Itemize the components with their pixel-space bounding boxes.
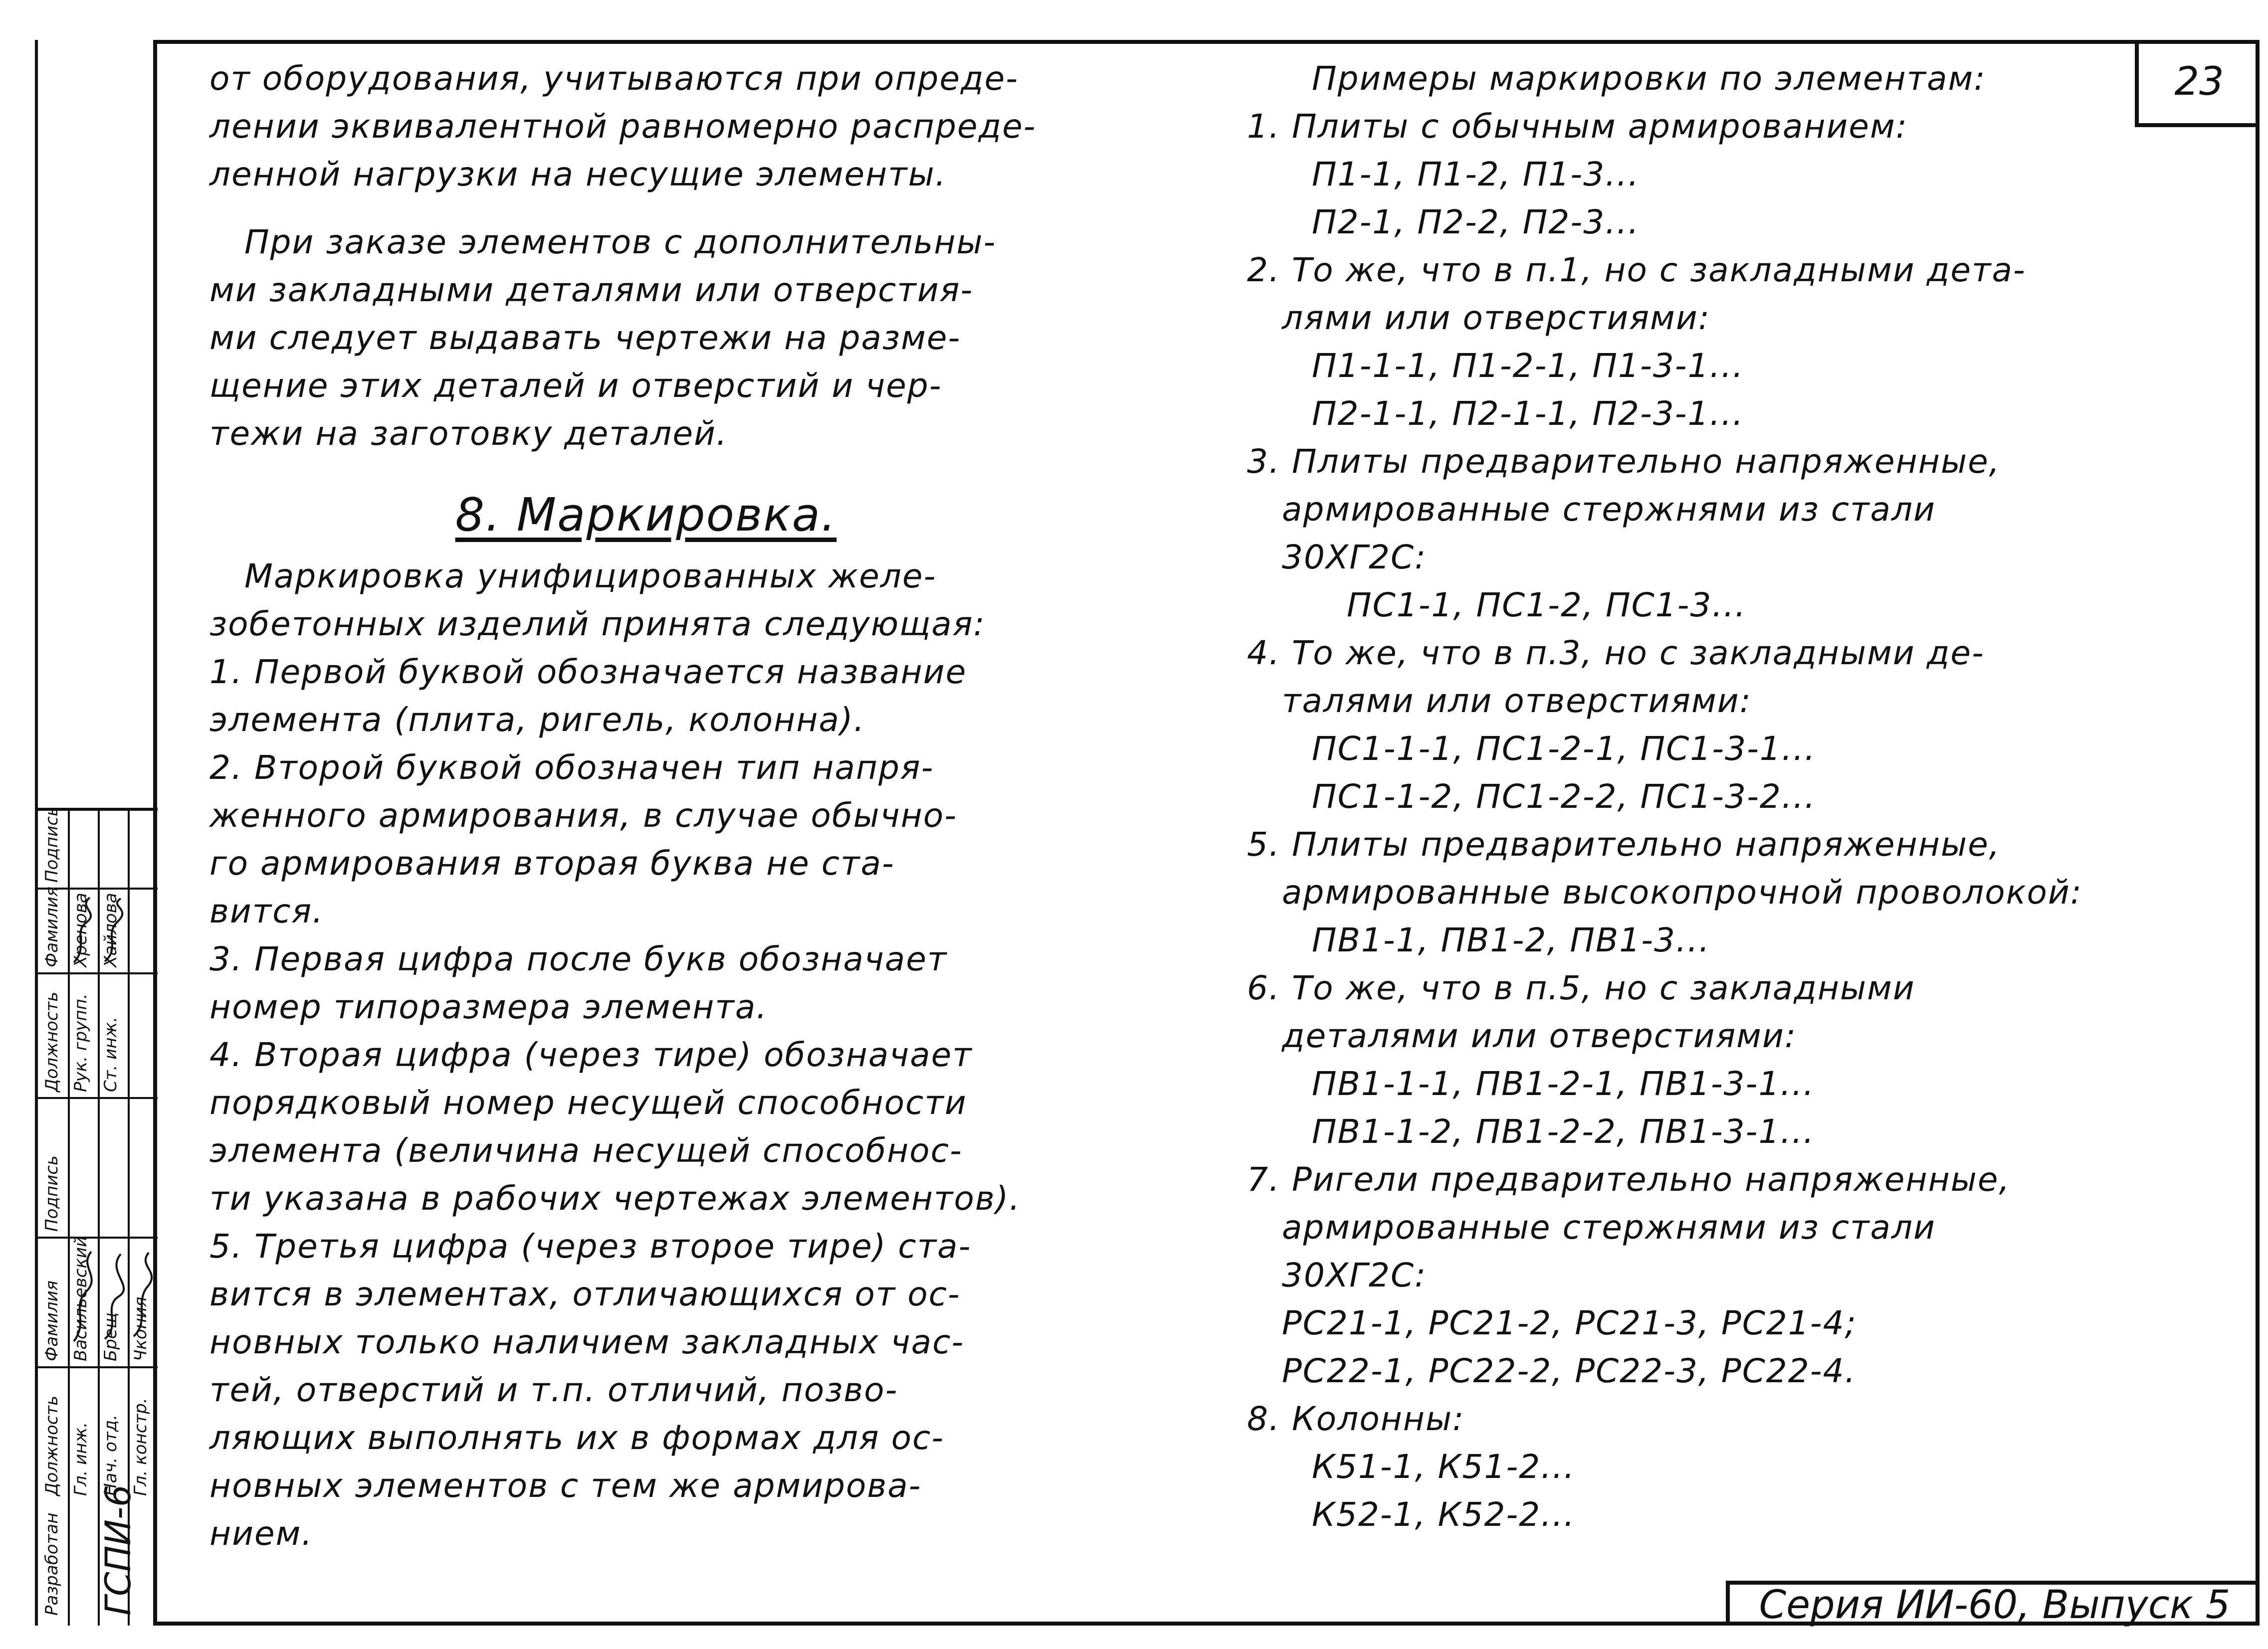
stamp-header: Подпись	[42, 806, 62, 883]
item-line: армированные стержнями из стали	[1282, 1208, 1936, 1247]
item-line: талями или отверстиями:	[1282, 682, 1752, 720]
stamp-cell: Брещ	[101, 1312, 121, 1361]
text-line: ти указана в рабочих чертежах элементов).	[209, 1179, 1021, 1218]
marking-code-line: П1-1-1, П1-2-1, П1-3-1...	[1312, 347, 1744, 385]
signature-mark	[69, 1247, 97, 1346]
text-line: номер типоразмера элемента.	[209, 988, 768, 1026]
marking-code-line: П2-1-1, П2-1-1, П2-3-1...	[1312, 394, 1744, 433]
item-line: 4. То же, что в п.3, но с закладными де-	[1247, 634, 1985, 672]
text-line: от оборудования, учитываются при опреде-	[209, 59, 1019, 98]
text-line: При заказе элементов с дополнительны-	[244, 223, 997, 261]
stamp-header: Фамилия	[42, 886, 62, 967]
stamp-cell: Чкония	[131, 1296, 151, 1361]
stamp-cell: Ст. инж.	[101, 1017, 121, 1092]
item-line: деталями или отверстиями:	[1282, 1017, 1797, 1055]
examples-title: Примеры маркировки по элементам:	[1312, 59, 1986, 98]
page-number: 23	[2135, 40, 2260, 127]
text-line: вится в элементах, отличающихся от ос-	[209, 1275, 961, 1313]
series-label: Серия ИИ-60, Выпуск 5	[1726, 1581, 2260, 1626]
item-line: 30ХГ2С:	[1282, 1256, 1427, 1294]
item-line: лями или отверстиями:	[1282, 299, 1710, 337]
signature-mark	[99, 1247, 127, 1346]
text-line: порядковый номер несущей способности	[209, 1084, 967, 1122]
signature-mark	[99, 893, 127, 967]
marking-code-line: ПС1-1-2, ПС1-2-2, ПС1-3-2...	[1312, 777, 1816, 816]
text-line: ми следует выдавать чертежи на разме-	[209, 319, 961, 357]
text-line: 3. Первая цифра после букв обозначает	[209, 940, 948, 978]
text-line: элемента (плита, ригель, колонна).	[209, 701, 865, 739]
stamp-organization: ГСПИ-6	[98, 1484, 139, 1616]
stamp-header: Должность	[42, 991, 62, 1092]
stamp-cell: Хренова	[71, 893, 91, 967]
text-line: щение этих деталей и отверстий и чер-	[209, 366, 942, 405]
text-line: 4. Вторая цифра (через тире) обозначает	[209, 1036, 973, 1074]
signature-mark	[69, 893, 97, 967]
text-line: зобетонных изделий принята следующая:	[209, 605, 986, 643]
text-line: нием.	[209, 1514, 313, 1553]
item-line: 7. Ригели предварительно напряженные,	[1247, 1160, 2011, 1199]
text-line: ляющих выполнять их в формах для ос-	[209, 1419, 945, 1457]
text-line: ми закладными деталями или отверстия-	[209, 271, 974, 309]
item-line: 8. Колонны:	[1247, 1400, 1465, 1438]
text-line: элемента (величина несущей способнос-	[209, 1131, 963, 1170]
stamp-header: Подпись	[42, 1155, 62, 1232]
item-line: 5. Плиты предварительно напряженные,	[1247, 825, 2001, 864]
marking-code-line: ПВ1-1-2, ПВ1-2-2, ПВ1-3-1...	[1312, 1112, 1815, 1151]
text-line: 2. Второй буквой обозначен тип напря-	[209, 748, 934, 787]
stamp-developer-label: Разработан	[42, 1512, 62, 1616]
item-line: 6. То же, что в п.5, но с закладными	[1247, 969, 1915, 1007]
left-column	[209, 55, 1182, 1558]
stamp-cell: Хайлова	[101, 893, 121, 967]
section-heading: 8. Маркировка.	[455, 488, 837, 542]
text-line: тей, отверстий и т.п. отличий, позво-	[209, 1371, 898, 1409]
stamp-cell: Рук. групп.	[71, 993, 91, 1092]
marking-code-line: ПС1-1-1, ПС1-2-1, ПС1-3-1...	[1312, 730, 1816, 768]
text-line: новных элементов с тем же армирова-	[209, 1466, 922, 1505]
text-line: го армирования вторая буква не ста-	[209, 844, 895, 883]
marking-code-line: К52-1, К52-2...	[1312, 1495, 1576, 1534]
text-line: 5. Третья цифра (через второе тире) ста-	[209, 1227, 972, 1266]
marking-code-line: ПВ1-1-1, ПВ1-2-1, ПВ1-3-1...	[1312, 1065, 1815, 1103]
marking-code-line: К51-1, К51-2...	[1312, 1448, 1576, 1486]
text-line: Маркировка унифицированных желе-	[244, 557, 937, 595]
signature-mark	[129, 1247, 157, 1346]
marking-code-line: ПВ1-1, ПВ1-2, ПВ1-3...	[1312, 921, 1710, 959]
stamp-header: Фамилия	[42, 1280, 62, 1361]
marking-code-line: РС21-1, РС21-2, РС21-3, РС21-4;	[1282, 1304, 1857, 1342]
text-line: тежи на заготовку деталей.	[209, 414, 728, 453]
text-line: женного армирования, в случае обычно-	[209, 796, 958, 835]
text-line: новных только наличием закладных час-	[209, 1323, 965, 1361]
text-line: 1. Первой буквой обозначается название	[209, 653, 967, 691]
item-line: армированные высокопрочной проволокой:	[1282, 873, 2083, 912]
stamp-cell: Нач. отд.	[101, 1414, 121, 1496]
stamp-cell: Васильевский	[71, 1236, 91, 1361]
item-line: 3. Плиты предварительно напряженные,	[1247, 442, 2001, 481]
marking-code-line: РС22-1, РС22-2, РС22-3, РС22-4.	[1282, 1352, 1856, 1390]
text-line: ленной нагрузки на несущие элементы.	[209, 155, 947, 193]
item-line: 30ХГ2С:	[1282, 538, 1427, 576]
text-line: лении эквивалентной равномерно распреде-	[209, 107, 1036, 146]
marking-code-line: П2-1, П2-2, П2-3...	[1312, 203, 1640, 241]
text-line: вится.	[209, 892, 324, 930]
item-line: 1. Плиты с обычным армированием:	[1247, 107, 1908, 146]
title-stamp	[38, 808, 158, 1626]
item-line: армированные стержнями из стали	[1282, 490, 1936, 529]
stamp-cell: Гл. инж.	[71, 1422, 91, 1496]
item-line: 2. То же, что в п.1, но с закладными дета-	[1247, 251, 2026, 289]
marking-code-line: ПС1-1, ПС1-2, ПС1-3...	[1347, 586, 1747, 624]
right-column	[1247, 55, 2235, 1539]
stamp-header: Должность	[42, 1395, 62, 1496]
stamp-cell: Гл. констр.	[131, 1398, 151, 1496]
marking-code-line: П1-1, П1-2, П1-3...	[1312, 155, 1640, 193]
